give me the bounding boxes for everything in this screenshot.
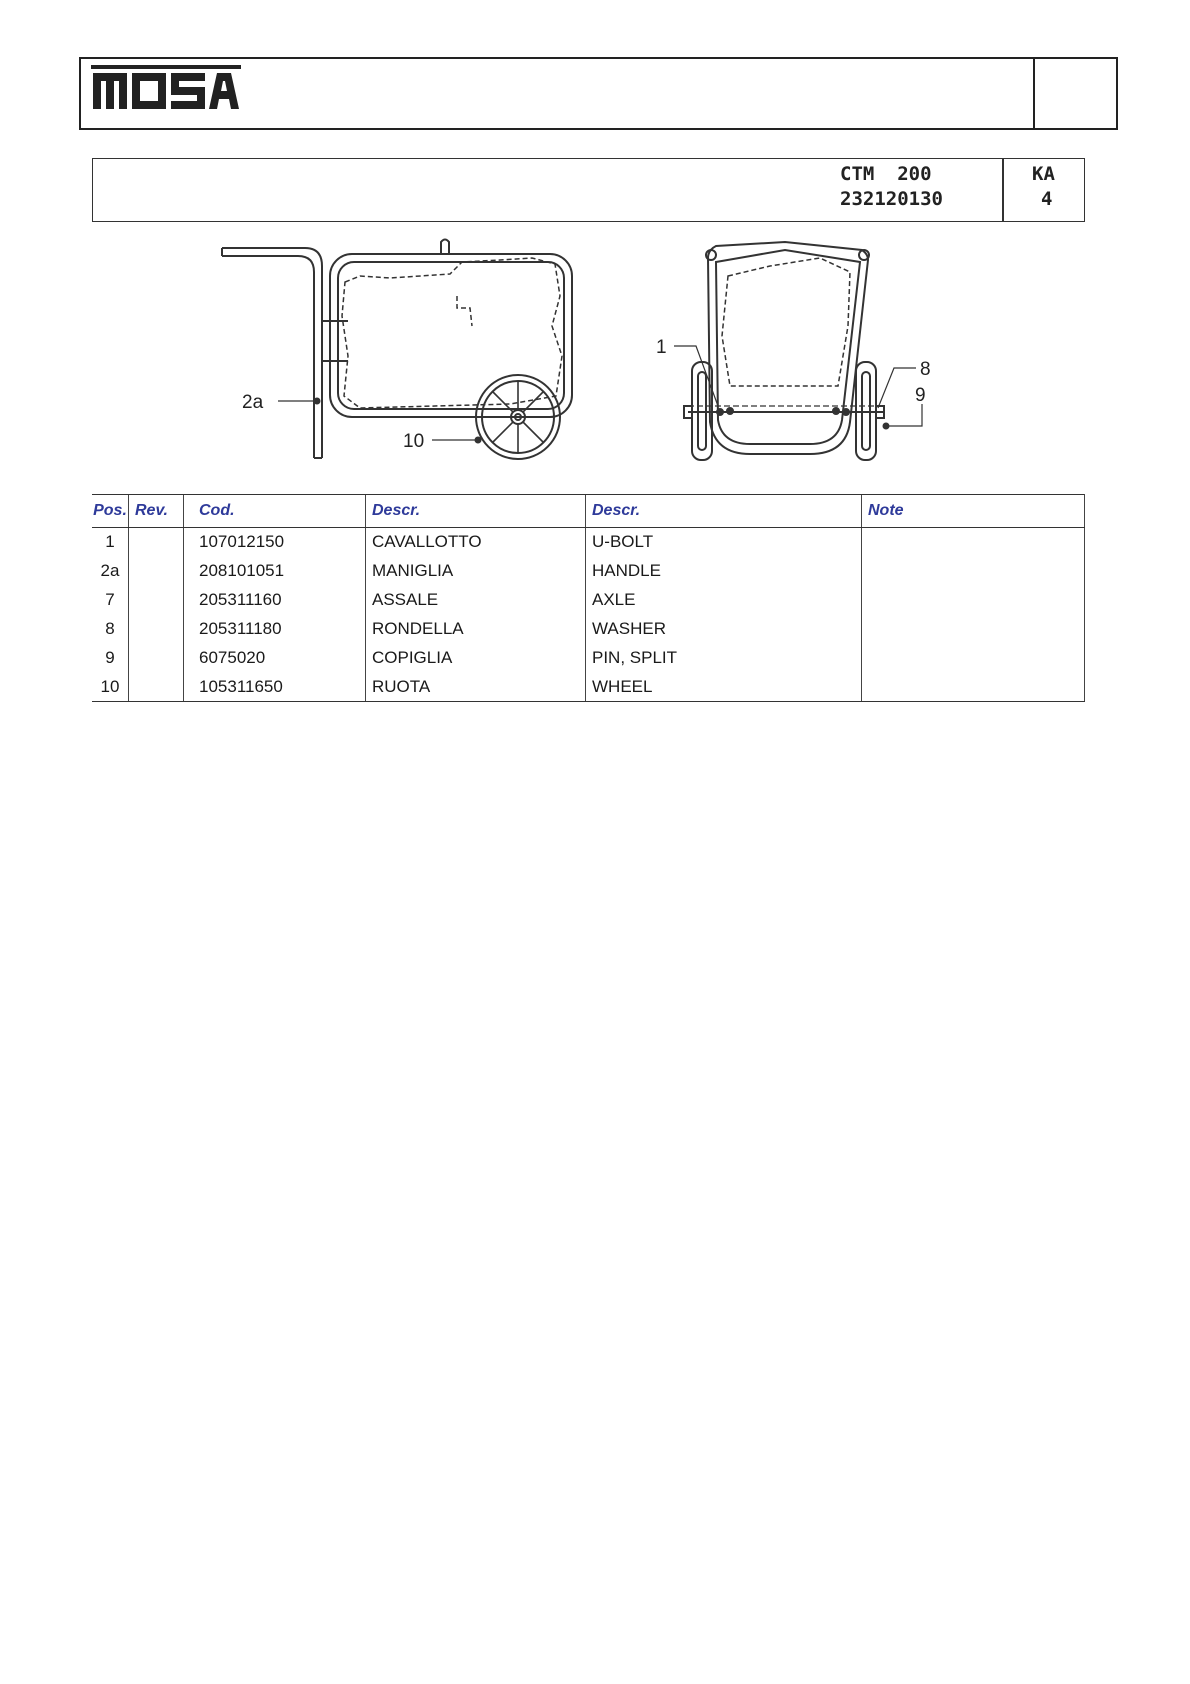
col-rev: Rev. (129, 495, 184, 528)
cell-descr-it: ASSALE (366, 586, 586, 615)
parts-drawing (210, 236, 950, 472)
cell-rev (129, 586, 184, 615)
cell-note (862, 586, 1085, 615)
cell-note (862, 644, 1085, 673)
col-descr-en: Descr. (586, 495, 862, 528)
cell-rev (129, 644, 184, 673)
cell-descr-en: WHEEL (586, 673, 862, 702)
table-row (92, 528, 1085, 557)
model-name: CTM 200 (840, 163, 932, 185)
header-divider (1033, 59, 1035, 128)
cell-rev (129, 528, 184, 557)
cell-descr-it: RUOTA (366, 673, 586, 702)
page-header (79, 57, 1118, 130)
cell-pos: 1 (105, 532, 115, 552)
cell-pos: 7 (105, 590, 115, 609)
cell-pos: 9 (105, 648, 115, 667)
side-view (222, 240, 572, 460)
model-box (92, 158, 1085, 222)
model-code: 232120130 (840, 188, 943, 210)
svg-text:MOSA: MOSA (166, 95, 169, 96)
cell-descr-en: HANDLE (586, 557, 862, 586)
cell-descr-it: RONDELLA (366, 615, 586, 644)
cell-descr-en: AXLE (586, 586, 862, 615)
table-header-row (92, 495, 1085, 528)
cell-cod: 205311180 (184, 615, 366, 644)
cell-descr-it: COPIGLIA (366, 644, 586, 673)
cell-descr-en: U-BOLT (586, 528, 862, 557)
cell-rev (129, 615, 184, 644)
cell-note (862, 615, 1085, 644)
parts-table (92, 494, 1085, 702)
table-row (92, 586, 1085, 615)
model-divider (1002, 159, 1004, 221)
cell-descr-en: WASHER (586, 615, 862, 644)
table-row (92, 673, 1085, 702)
cell-descr-en: PIN, SPLIT (586, 644, 862, 673)
cell-rev (129, 673, 184, 702)
cell-pos: 10 (92, 673, 129, 702)
callout-1: 1 (656, 337, 667, 358)
cell-pos: 8 (105, 619, 115, 638)
callout-2a: 2a (242, 392, 264, 413)
callout-10: 10 (403, 431, 425, 452)
cell-cod: 205311160 (184, 586, 366, 615)
cell-descr-it: MANIGLIA (366, 557, 586, 586)
col-pos: Pos. (92, 495, 129, 528)
ka-number: 4 (1041, 188, 1053, 210)
cell-note (862, 673, 1085, 702)
cell-note (862, 528, 1085, 557)
col-note: Note (862, 495, 1085, 528)
col-cod: Cod. (184, 495, 366, 528)
cell-cod: 208101051 (184, 557, 366, 586)
cell-descr-it: CAVALLOTTO (366, 528, 586, 557)
table-row (92, 615, 1085, 644)
cell-note (862, 557, 1085, 586)
callout-8: 8 (920, 359, 931, 380)
cell-pos: 2a (100, 561, 120, 580)
mosa-logo (91, 65, 241, 115)
cell-rev (129, 557, 184, 586)
cell-cod: 107012150 (184, 528, 366, 557)
cell-cod: 6075020 (184, 644, 366, 673)
col-descr-it: Descr. (366, 495, 586, 528)
table-row (92, 644, 1085, 673)
cell-cod: 105311650 (184, 673, 366, 702)
rear-view (656, 242, 931, 460)
callout-9: 9 (915, 385, 926, 406)
table-row (92, 557, 1085, 586)
ka-label: KA (1032, 163, 1055, 185)
